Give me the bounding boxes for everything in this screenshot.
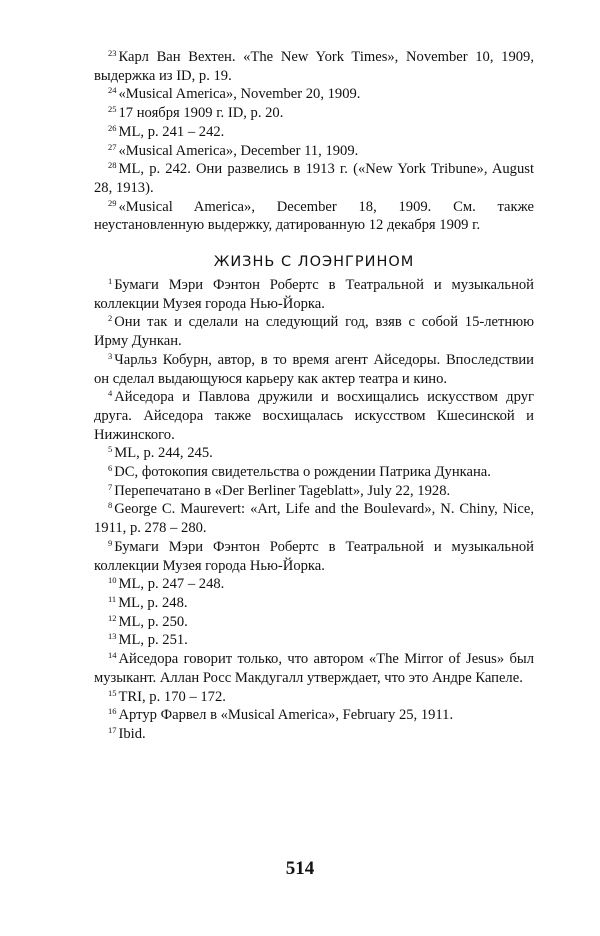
footnote xyxy=(94,388,534,444)
footnote xyxy=(94,538,534,575)
footnote xyxy=(94,444,534,463)
footnote-number: 14 xyxy=(108,650,117,661)
footnote-number: 9 xyxy=(108,537,113,548)
footnote xyxy=(94,594,534,613)
footnote xyxy=(94,85,534,104)
footnote xyxy=(94,706,534,725)
footnote-number: 6 xyxy=(108,463,113,474)
footnote xyxy=(94,48,534,85)
footnote-text: Ibid. xyxy=(118,725,146,742)
footnote-text: Они так и сделали на следующий год, взяв с собой 15-летнюю Ирму Дункан. xyxy=(94,314,534,350)
footnote xyxy=(94,631,534,650)
chapter-heading: ЖИЗНЬ С ЛОЭНГРИНОМ xyxy=(213,254,415,271)
footnote-number: 13 xyxy=(108,631,117,642)
notes-column xyxy=(94,48,534,744)
footnote-text: ML, p. 251. xyxy=(118,632,188,649)
footnote-number: 15 xyxy=(108,687,117,698)
footnote xyxy=(94,725,534,744)
footnote-number: 26 xyxy=(108,122,117,133)
notes-section-chapter xyxy=(94,276,534,744)
footnote-text: Бумаги Мэри Фэнтон Робертс в Театральной и музыкальной коллекции Музея города Нью-Йорка. xyxy=(94,538,534,574)
footnote xyxy=(94,104,534,123)
footnote-text: ML, p. 242. Они развелись в 1913 г. («New York Tribune», August 28, 1913). xyxy=(94,161,534,196)
footnote xyxy=(94,688,534,707)
footnote-text: DC, фотокопия свидетельства о рождении Патрика Дункана. xyxy=(114,464,491,481)
footnote-number: 1 xyxy=(108,276,113,287)
footnote-text: 17 ноября 1909 г. ID, p. 20. xyxy=(118,105,284,122)
footnote-number: 27 xyxy=(108,141,117,152)
footnote-text: ML, p. 241 – 242. xyxy=(118,123,225,140)
footnote xyxy=(94,198,534,235)
footnote-text: Айседора и Павлова дружили и восхищались искусством друг друга. Айседора также восхищалась искусством Кшесинской и Нижинского. xyxy=(94,389,534,443)
footnote xyxy=(94,463,534,482)
footnote-number: 3 xyxy=(108,350,113,361)
footnote xyxy=(94,123,534,142)
footnote-text: TRI, p. 170 – 172. xyxy=(118,688,226,705)
footnote-text: ML, p. 244, 245. xyxy=(114,445,213,462)
footnote xyxy=(94,500,534,537)
footnote xyxy=(94,482,534,501)
footnote xyxy=(94,351,534,388)
footnote-text: George C. Maurevert: «Art, Life and the Boulevard», N. Chiny, Nice, 1911, p. 278 – 280. xyxy=(94,501,534,537)
notes-section-previous-chapter xyxy=(94,48,534,235)
footnote-text: Карл Ван Вехтен. «The New York Times», November 10, 1909, выдержка из ID, p. 19. xyxy=(94,49,534,84)
footnote-text: Бумаги Мэри Фэнтон Робертс в Театральной и музыкальной коллекции Музея города Нью-Йорка. xyxy=(94,277,534,312)
footnote-text: «Musical America», December 11, 1909. xyxy=(118,142,359,159)
footnote-text: ML, p. 247 – 248. xyxy=(118,576,225,593)
footnote-text: «Musical America», November 20, 1909. xyxy=(118,86,361,103)
footnote-number: 8 xyxy=(108,500,113,511)
footnote-number: 16 xyxy=(108,706,117,717)
footnote-text: Айседора говорит только, что автором «The Mirror of Jesus» был музыкант. Аллан Росс Макдугалл утверждает, что это Андре Капеле. xyxy=(94,651,534,686)
footnote-number: 17 xyxy=(108,724,117,735)
footnote xyxy=(94,613,534,632)
footnote-number: 7 xyxy=(108,481,113,492)
footnote-number: 24 xyxy=(108,85,117,96)
footnote xyxy=(94,650,534,687)
footnote xyxy=(94,142,534,161)
footnote-number: 23 xyxy=(108,48,117,58)
footnote-text: Артур Фарвел в «Musical America», February 25, 1911. xyxy=(118,707,454,724)
page-number: 514 xyxy=(285,858,315,879)
footnote xyxy=(94,276,534,313)
footnote xyxy=(94,575,534,594)
footnote-number: 29 xyxy=(108,197,117,208)
footnote-number: 28 xyxy=(108,160,117,171)
footnote-text: «Musical America», December 18, 1909. См. также неустановленную выдержку, датированную 12 декабря 1909 г. xyxy=(94,198,534,234)
footnote-number: 10 xyxy=(108,575,117,586)
footnote-text: ML, p. 248. xyxy=(118,594,188,611)
footnote-number: 25 xyxy=(108,104,117,115)
footnote-number: 11 xyxy=(108,593,117,604)
footnote-number: 2 xyxy=(108,313,113,324)
footnote-text: Чарльз Кобурн, автор, в то время агент Айседоры. Впоследствии он сделал выдающуюся карьеру как актер театра и кино. xyxy=(94,351,534,387)
footnote-number: 4 xyxy=(108,388,113,399)
footnote-text: ML, p. 250. xyxy=(118,613,188,630)
footnote xyxy=(94,313,534,350)
footnote-number: 12 xyxy=(108,612,117,623)
footnote-text: Перепечатано в «Der Berliner Tageblatt», July 22, 1928. xyxy=(114,482,451,499)
footnote-number: 5 xyxy=(108,444,113,455)
footnote xyxy=(94,160,534,197)
